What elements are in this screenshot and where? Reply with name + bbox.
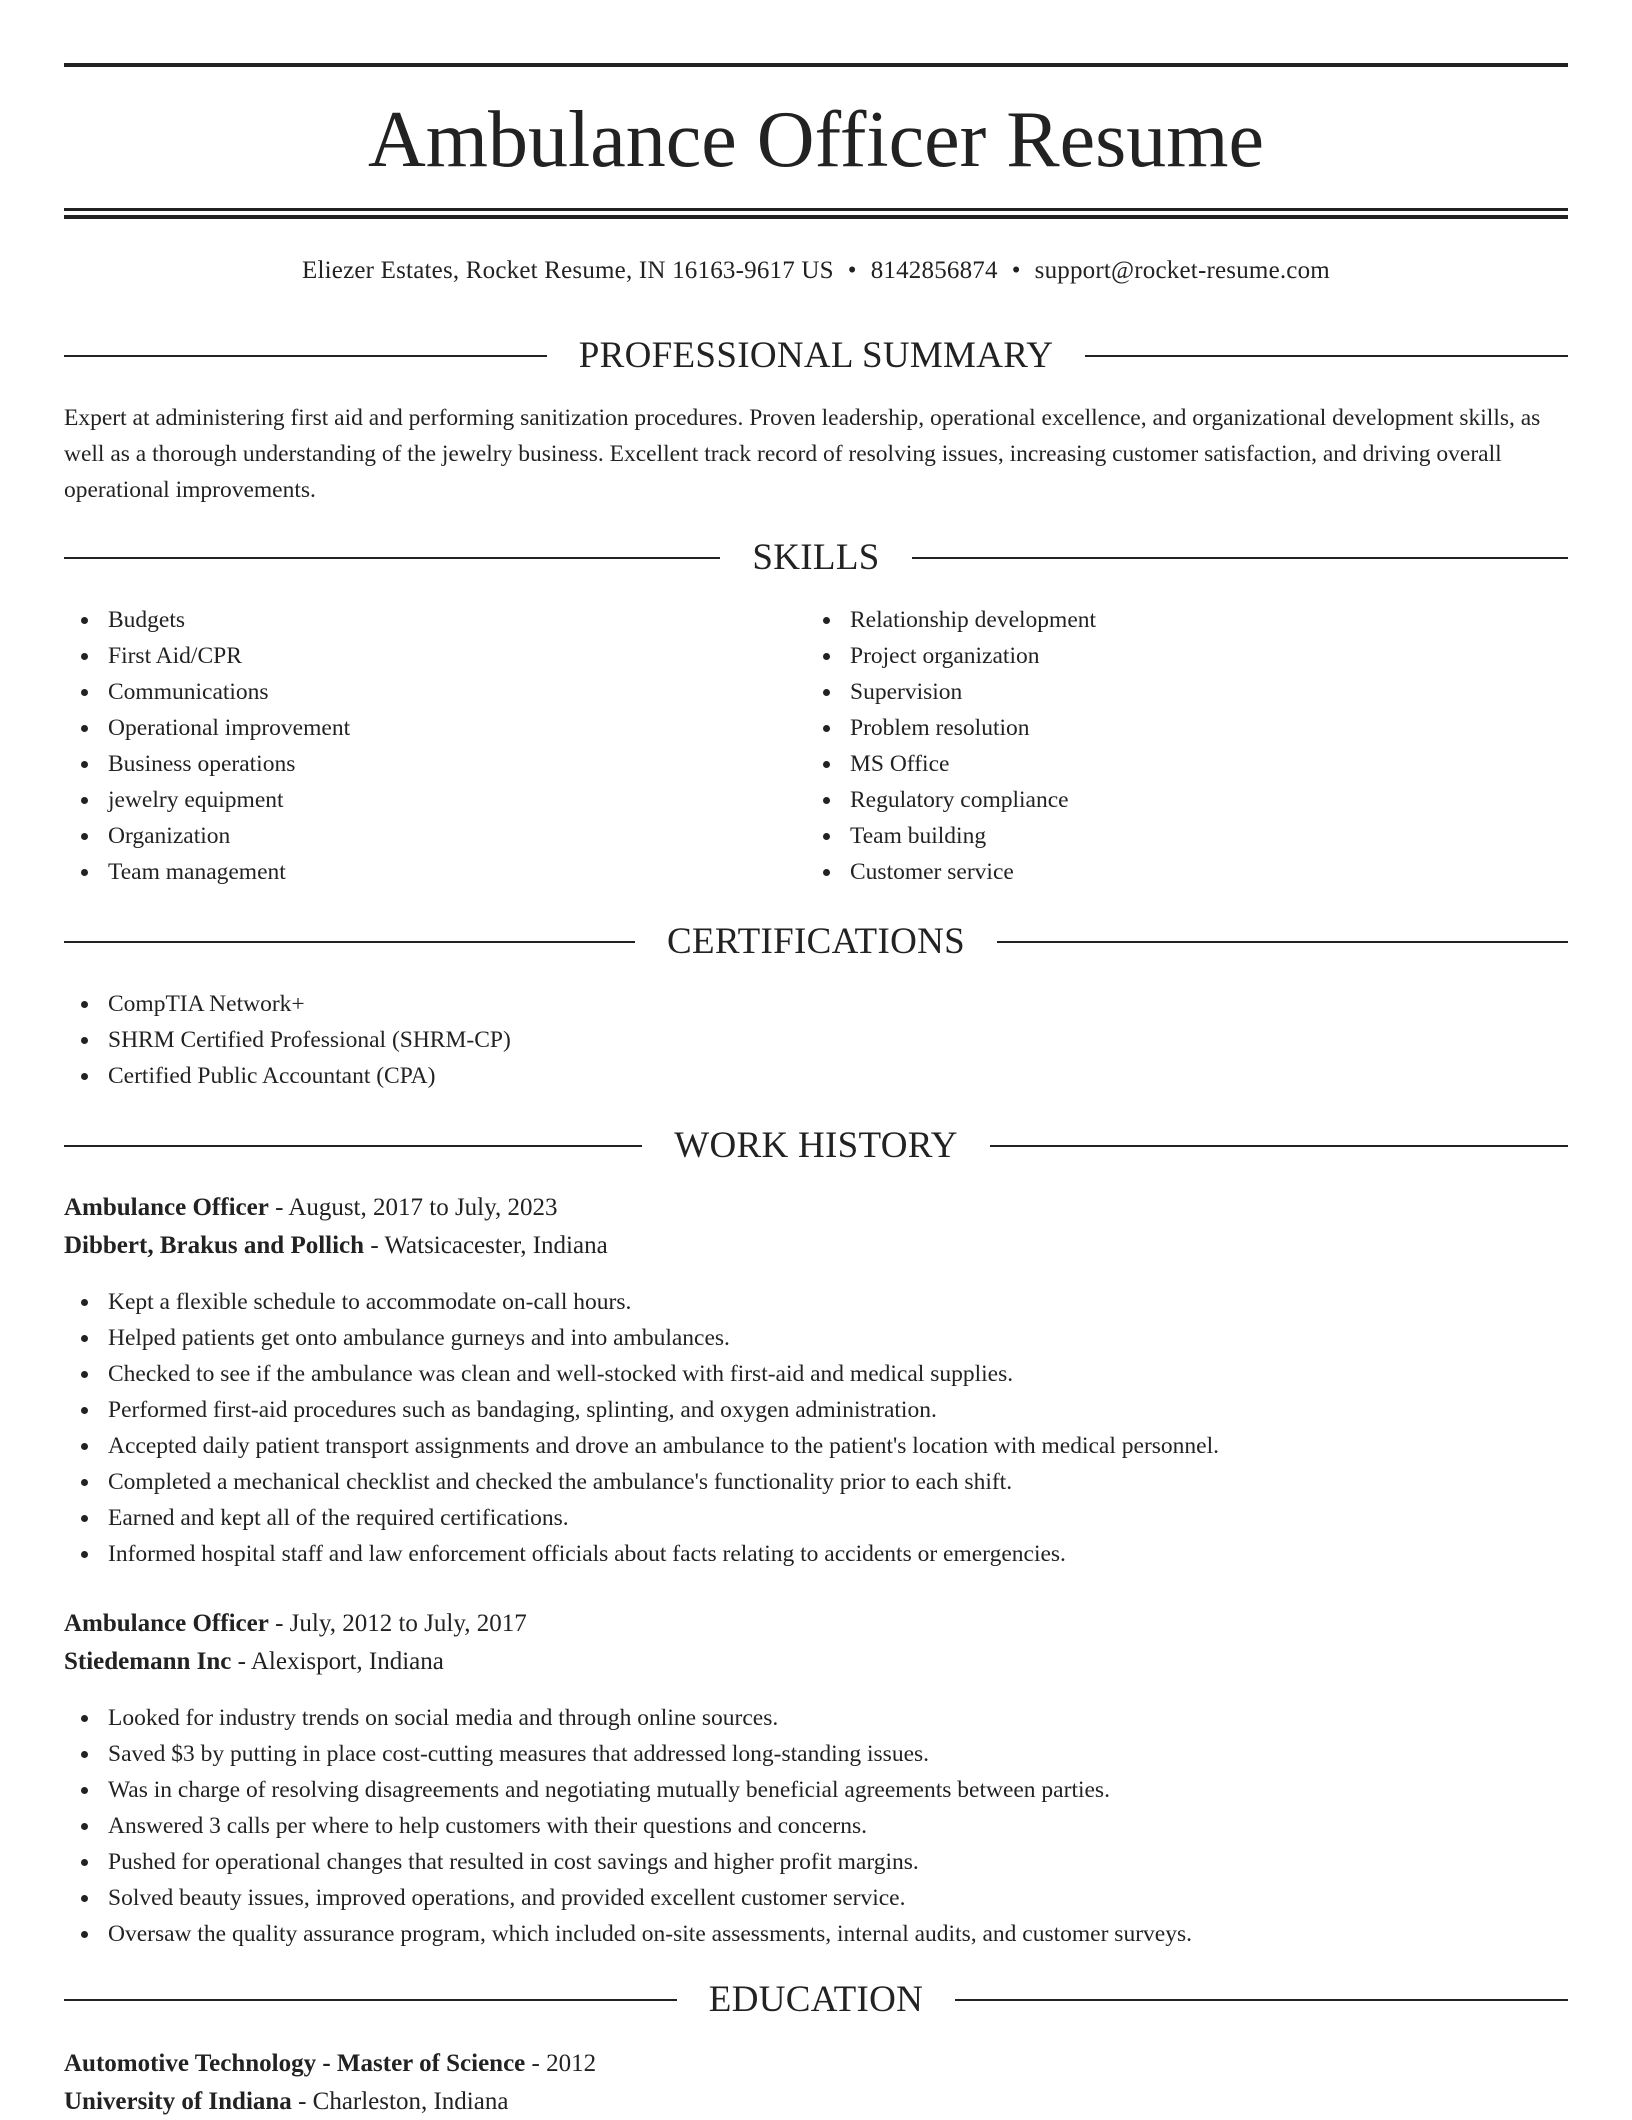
work-history-heading — [64, 1124, 1568, 1168]
skill-item: Team building — [850, 818, 1550, 854]
education-degree-line: Automotive Technology - Master of Science - 2012 — [64, 2050, 597, 2077]
divider-line — [990, 1145, 1568, 1147]
education-school: University of Indiana — [64, 2088, 292, 2115]
job-duty-item: Checked to see if the ambulance was clean and well-stocked with first-aid and medical supplies. — [108, 1356, 1568, 1392]
skills-list-left — [64, 602, 808, 890]
job-dates: August, 2017 to July, 2023 — [288, 1194, 558, 1221]
education-year: 2012 — [546, 2050, 597, 2077]
job-duty-item: Looked for industry trends on social media and through online sources. — [108, 1700, 1568, 1736]
divider-line — [64, 557, 720, 559]
education-school-line: University of Indiana - Charleston, Indiana — [64, 2088, 509, 2115]
skill-item: jewelry equipment — [108, 782, 808, 818]
certification-item: CompTIA Network+ — [108, 986, 1508, 1022]
job-duty-item: Pushed for operational changes that resulted in cost savings and higher profit margins. — [108, 1844, 1568, 1880]
contact-separator: • — [1011, 257, 1021, 284]
summary-heading — [64, 334, 1568, 378]
title-rule-lower — [64, 215, 1568, 219]
job-company-line: Stiedemann Inc - Alexisport, Indiana — [64, 1648, 444, 1675]
summary-text: Expert at administering first aid and performing sanitization procedures. Proven leadership, operational excellence, and organizational development skills, as well as a thorough understanding of the jewelry business. Excellent track record of resolving issues, increasing customer satisfaction, and driving overall operational improvements. — [64, 405, 1541, 503]
job-location: Alexisport, Indiana — [250, 1648, 444, 1675]
job-duty-item: Was in charge of resolving disagreements and negotiating mutually beneficial agreements between parties. — [108, 1772, 1568, 1808]
contact-phone: 8142856874 — [870, 257, 998, 284]
certification-item: Certified Public Accountant (CPA) — [108, 1058, 1508, 1094]
skill-item: Problem resolution — [850, 710, 1550, 746]
certifications-heading-label: CERTIFICATIONS — [667, 921, 965, 962]
skill-item: Business operations — [108, 746, 808, 782]
contact-line — [64, 254, 1568, 288]
title-rule-upper — [64, 208, 1568, 211]
contact-address: Eliezer Estates, Rocket Resume, IN 16163-9617 US — [302, 257, 834, 284]
skills-heading — [64, 536, 1568, 580]
resume-title: Ambulance Officer Resume — [368, 96, 1264, 184]
job-title: Ambulance Officer — [64, 1610, 269, 1637]
job-duty-item: Helped patients get onto ambulance gurneys and into ambulances. — [108, 1320, 1568, 1356]
education-heading-label: EDUCATION — [708, 1979, 924, 2020]
certifications-heading — [64, 920, 1568, 964]
job-duty-item: Informed hospital staff and law enforcement officials about facts relating to accidents or emergencies. — [108, 1536, 1568, 1572]
divider-line — [1085, 355, 1568, 357]
job-duty-item: Performed first-aid procedures such as bandaging, splinting, and oxygen administration. — [108, 1392, 1568, 1428]
contact-separator: • — [847, 257, 857, 284]
top-rule — [64, 63, 1568, 67]
summary-heading-label: PROFESSIONAL SUMMARY — [578, 335, 1054, 376]
job-duties-list — [64, 1700, 1568, 1952]
skill-item: Regulatory compliance — [850, 782, 1550, 818]
skill-item: Team management — [108, 854, 808, 890]
skill-item: MS Office — [850, 746, 1550, 782]
divider-line — [64, 355, 547, 357]
job-duties-list — [64, 1284, 1568, 1572]
skill-item: Communications — [108, 674, 808, 710]
divider-line — [912, 557, 1568, 559]
skills-heading-label: SKILLS — [752, 537, 880, 578]
job-duty-item: Earned and kept all of the required certifications. — [108, 1500, 1568, 1536]
job-location: Watsicacester, Indiana — [384, 1232, 608, 1259]
skill-item: Project organization — [850, 638, 1550, 674]
certifications-list — [64, 986, 1508, 1094]
skill-item: Budgets — [108, 602, 808, 638]
work-history-heading-label: WORK HISTORY — [674, 1125, 958, 1166]
skill-item: Organization — [108, 818, 808, 854]
job-title-line: Ambulance Officer - August, 2017 to July, 2023 — [64, 1194, 558, 1221]
job-duty-item: Accepted daily patient transport assignments and drove an ambulance to the patient's location with medical personnel. — [108, 1428, 1568, 1464]
job-duty-item: Completed a mechanical checklist and checked the ambulance's functionality prior to each shift. — [108, 1464, 1568, 1500]
skill-item: Operational improvement — [108, 710, 808, 746]
job-duty-item: Oversaw the quality assurance program, which included on-site assessments, internal audits, and customer surveys. — [108, 1916, 1568, 1952]
skill-item: Customer service — [850, 854, 1550, 890]
skill-item: First Aid/CPR — [108, 638, 808, 674]
skill-item: Supervision — [850, 674, 1550, 710]
divider-line — [997, 941, 1568, 943]
skills-list-right — [806, 602, 1550, 890]
certification-item: SHRM Certified Professional (SHRM-CP) — [108, 1022, 1508, 1058]
job-company: Stiedemann Inc — [64, 1648, 232, 1675]
job-duty-item: Solved beauty issues, improved operations, and provided excellent customer service. — [108, 1880, 1568, 1916]
job-duty-item: Answered 3 calls per where to help customers with their questions and concerns. — [108, 1808, 1568, 1844]
education-location: Charleston, Indiana — [312, 2088, 509, 2115]
contact-email: support@rocket-resume.com — [1034, 257, 1330, 284]
job-company: Dibbert, Brakus and Pollich — [64, 1232, 365, 1259]
job-title-line: Ambulance Officer - July, 2012 to July, 2017 — [64, 1610, 527, 1637]
divider-line — [64, 1999, 677, 2001]
skill-item: Relationship development — [850, 602, 1550, 638]
education-degree: Automotive Technology - Master of Science — [64, 2050, 526, 2077]
divider-line — [64, 941, 635, 943]
job-title: Ambulance Officer — [64, 1194, 269, 1221]
education-heading — [64, 1978, 1568, 2022]
job-dates: July, 2012 to July, 2017 — [289, 1610, 527, 1637]
divider-line — [955, 1999, 1568, 2001]
divider-line — [64, 1145, 642, 1147]
job-company-line: Dibbert, Brakus and Pollich - Watsicacester, Indiana — [64, 1232, 608, 1259]
job-duty-item: Saved $3 by putting in place cost-cutting measures that addressed long-standing issues. — [108, 1736, 1568, 1772]
job-duty-item: Kept a flexible schedule to accommodate on-call hours. — [108, 1284, 1568, 1320]
